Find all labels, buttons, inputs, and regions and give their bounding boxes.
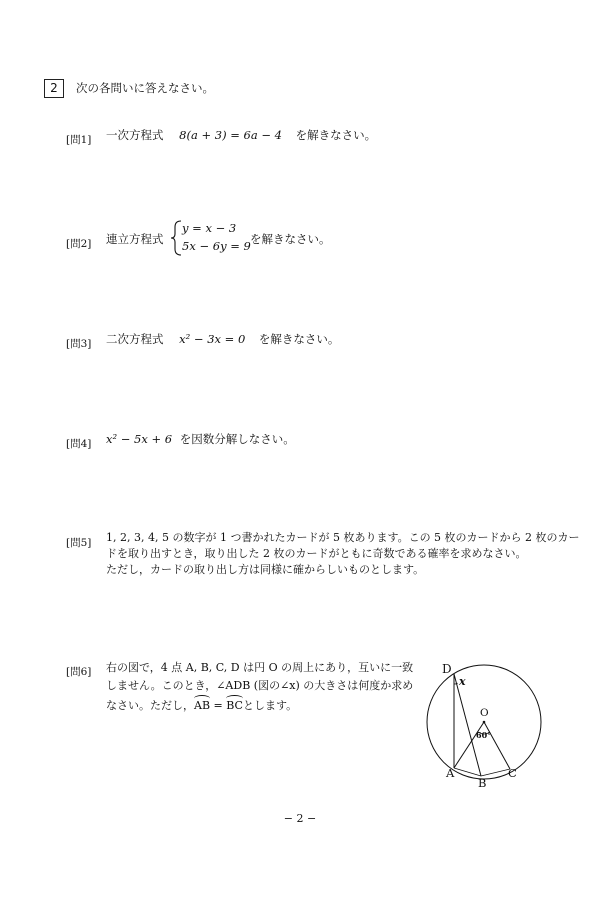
question-3-label: 二次方程式 bbox=[106, 332, 164, 346]
label-o: O bbox=[480, 707, 489, 719]
question-1-equation: 8(a + 3) = 6a − 4 bbox=[179, 128, 282, 142]
question-3 bbox=[66, 332, 91, 351]
circle-figure bbox=[420, 656, 570, 800]
question-5-tag: [問5] bbox=[66, 537, 92, 549]
question-4-tag: [問4] bbox=[66, 438, 92, 450]
question-5 bbox=[66, 531, 91, 550]
question-4-suffix: を因数分解しなさい。 bbox=[179, 432, 295, 446]
question-2-eq1: y = x − 3 bbox=[182, 221, 237, 235]
question-3-suffix: を解きなさい。 bbox=[258, 332, 340, 346]
question-5-line1: 1, 2, 3, 4, 5 の数字が 1 つ書かれたカードが 5 枚あります。この 5 枚のカードから 2 枚のカー bbox=[106, 531, 580, 544]
question-6-line1: 右の図で，4 点 A, B, C, D は円 O の周上にあり，互いに一致 bbox=[106, 661, 414, 674]
chord-db bbox=[454, 674, 481, 776]
question-4-expression: x² − 5x + 6 bbox=[106, 432, 173, 446]
label-d: D bbox=[442, 662, 452, 676]
question-3-tag: [問3] bbox=[66, 338, 92, 350]
question-3-body bbox=[106, 331, 339, 347]
question-6-line3-prefix: なさい。ただし， bbox=[106, 699, 194, 712]
question-5-line2: ドを取り出すとき，取り出した 2 枚のカードがともに奇数である確率を求めなさい。 bbox=[106, 547, 527, 560]
label-angle-60: 60° bbox=[476, 730, 492, 740]
question-2 bbox=[66, 232, 91, 251]
question-1-tag: [問1] bbox=[66, 134, 92, 146]
arc-equals: = bbox=[210, 699, 227, 712]
label-b: B bbox=[478, 776, 487, 790]
question-6-tag: [問6] bbox=[66, 666, 92, 678]
question-number-box: 2 bbox=[44, 79, 64, 98]
question-6-line3-suffix: とします。 bbox=[242, 699, 298, 712]
question-4-body bbox=[106, 431, 295, 447]
question-1 bbox=[66, 128, 91, 147]
question-2-suffix: を解きなさい。 bbox=[250, 232, 331, 246]
question-6-line3 bbox=[106, 697, 297, 713]
question-6-line2: しません。このとき，∠ADB (図の∠x) の大きさは何度か求め bbox=[106, 679, 414, 692]
page-number: − 2 − bbox=[283, 812, 317, 825]
question-5-line3: ただし，カードの取り出し方は同様に確からしいものとします。 bbox=[106, 563, 425, 576]
question-1-suffix: を解きなさい。 bbox=[295, 128, 377, 142]
question-2-eq2: 5x − 6y = 9 bbox=[182, 239, 251, 253]
section-instruction: 次の各問いに答えなさい。 bbox=[76, 81, 214, 95]
center-point bbox=[483, 721, 486, 724]
question-4 bbox=[66, 432, 91, 451]
question-1-label: 一次方程式 bbox=[106, 128, 164, 142]
question-1-body bbox=[106, 127, 376, 143]
chord-ab bbox=[454, 768, 481, 776]
arc-bc: BC bbox=[226, 699, 243, 712]
question-6 bbox=[66, 660, 91, 679]
label-c: C bbox=[508, 766, 517, 780]
circle-diagram bbox=[420, 656, 570, 796]
question-2-tag: [問2] bbox=[66, 238, 92, 250]
question-3-equation: x² − 3x = 0 bbox=[179, 332, 246, 346]
arc-ab: AB bbox=[194, 699, 211, 712]
label-x: x bbox=[459, 675, 466, 688]
question-2-label: 連立方程式 bbox=[106, 232, 164, 246]
label-a: A bbox=[446, 766, 455, 780]
